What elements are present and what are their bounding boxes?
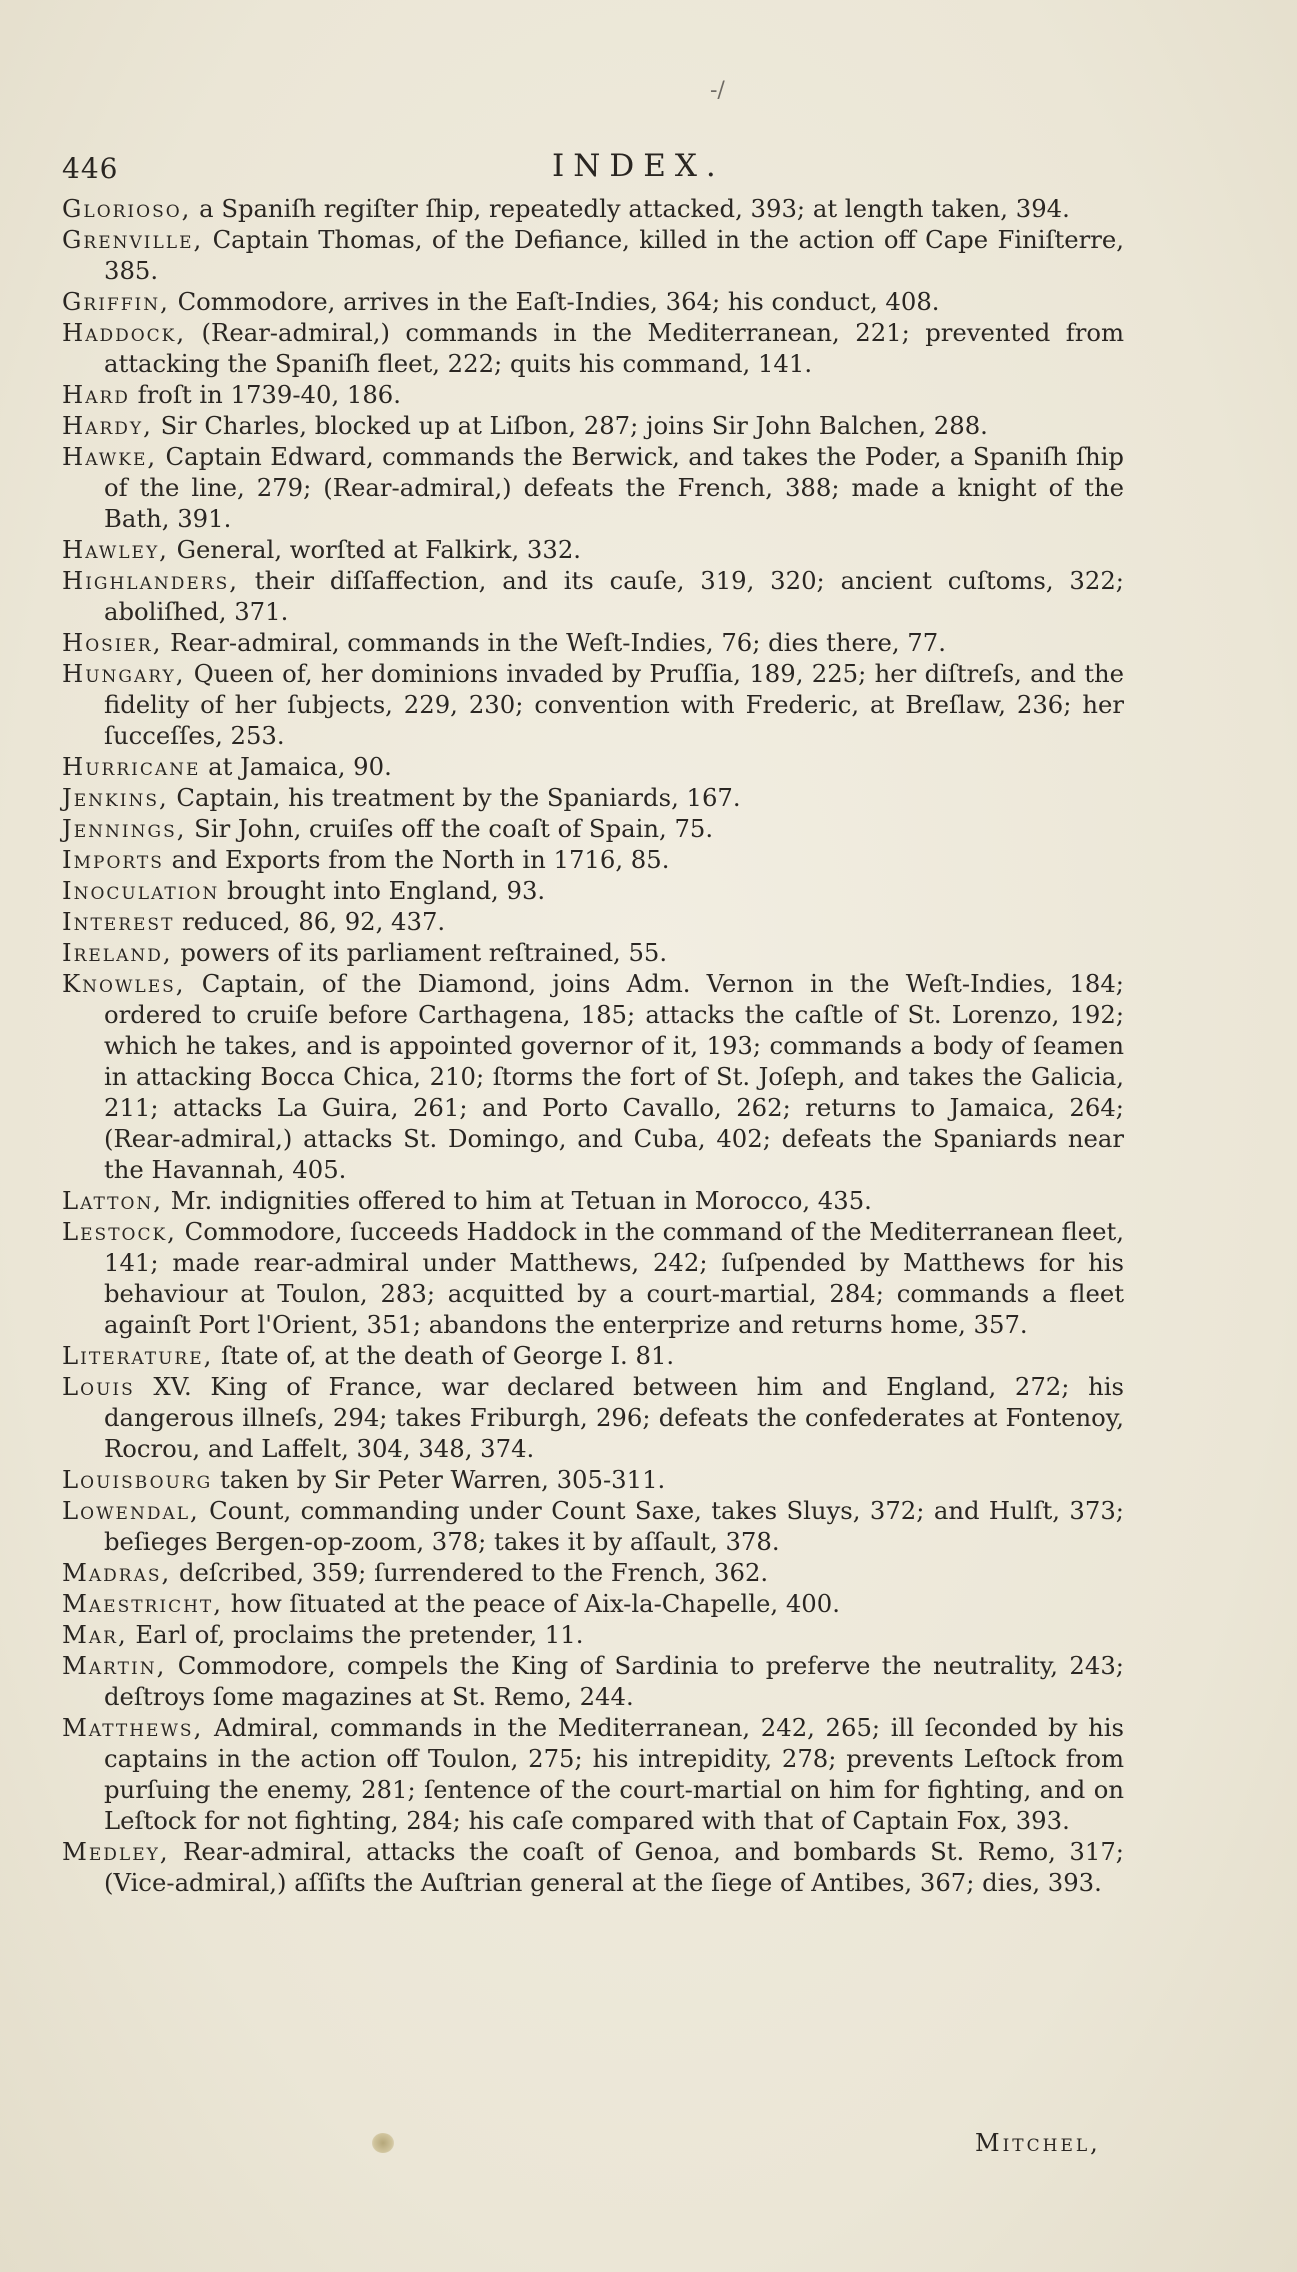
entry-headword: Louisbourg	[62, 1465, 213, 1494]
entry-headword: Jennings,	[62, 814, 187, 843]
entry-text: Count, commanding under Count Saxe, takes Sluys, 372; and Hulſt, 373; beſieges Bergen-op-zoom, 378; takes it by aſſault, 378.	[104, 1496, 1124, 1556]
entry-headword: Hurricane	[62, 752, 201, 781]
entry-text: Sir Charles, blocked up at Liſbon, 287; joins Sir John Balchen, 288.	[152, 411, 988, 440]
entry-text: Captain, his treatment by the Spaniards, 167.	[168, 783, 741, 812]
entry-headword: Haddock,	[62, 318, 187, 347]
entry-headword: Ireland,	[62, 938, 173, 967]
entry-text: and Exports from the North in 1716, 85.	[163, 845, 670, 874]
index-entry	[62, 813, 1124, 844]
entry-headword: Medley,	[62, 1837, 170, 1866]
index-entry	[62, 906, 1124, 937]
index-entry	[62, 782, 1124, 813]
entry-text: (Rear-admiral,) commands in the Mediterranean, 221; prevented from attacking the Spaniſh fleet, 222; quits his command, 141.	[104, 318, 1124, 378]
entry-headword: Highlanders,	[62, 566, 239, 595]
entry-headword: Interest	[62, 907, 175, 936]
entry-text: Commodore, compels the King of Sardinia to preferve the neutrality, 243; deſtroys ſome magazines at St. Remo, 244.	[104, 1651, 1124, 1711]
entry-headword: Jenkins,	[62, 783, 169, 812]
index-entry	[62, 565, 1124, 627]
entry-text: at Jamaica, 90.	[200, 752, 392, 781]
entry-text: brought into England, 93.	[219, 876, 546, 905]
entry-text: Queen of, her dominions invaded by Pruſſia, 189, 225; her diſtreſs, and the fidelity of her ſubjects, 229, 230; convention with Frederic, at Breſlaw, 236; her ſucceſſes, 253.	[104, 659, 1124, 750]
entry-text: Commodore, ſucceeds Haddock in the command of the Mediterranean fleet, 141; made rear-admiral under Matthews, 242; ſuſpended by Matthews for his behaviour at Toulon, 283; acquitted by a court-martial, 284; commands a fleet againſt Port l'Orient, 351; abandons the enterprize and returns home, 357.	[104, 1217, 1125, 1339]
index-entry	[62, 1619, 1124, 1650]
entry-text: General, worſted at Falkirk, 332.	[168, 535, 582, 564]
entry-text: froſt in 1739-40, 186.	[129, 380, 401, 409]
entry-headword: Grenville,	[62, 225, 204, 254]
entry-headword: Louis	[62, 1372, 135, 1401]
index-entry	[62, 751, 1124, 782]
entry-text: their diſſaffection, and its cauſe, 319, 320; ancient cuſtoms, 322; aboliſhed, 371.	[104, 566, 1124, 626]
entry-headword: Knowles,	[62, 969, 186, 998]
entry-text: Captain Edward, commands the Berwick, and takes the Poder, a Spaniſh ſhip of the line, 279; (Rear-admiral,) defeats the French, 388; made a knight of the Bath, 391.	[104, 442, 1124, 533]
entry-text: Admiral, commands in the Mediterranean, 242, 265; ill ſeconded by his captains in the action off Toulon, 275; his intrepidity, 278; prevents Leſtock from purſuing the enemy, 281; ſentence of the court-martial on him for fighting, and on Leſtock for not fighting, 284; his caſe compared with that of Captain Fox, 393.	[104, 1713, 1124, 1835]
index-entry	[62, 1650, 1124, 1712]
entry-headword: Mar,	[62, 1620, 128, 1649]
entry-text: Commodore, arrives in the Eaſt-Indies, 364; his conduct, 408.	[169, 287, 940, 316]
index-entry	[62, 286, 1124, 317]
entry-text: a Spaniſh regiſter ſhip, repeatedly attacked, 393; at length taken, 394.	[191, 194, 1070, 223]
index-entry	[62, 844, 1124, 875]
entry-text: taken by Sir Peter Warren, 305-311.	[212, 1465, 666, 1494]
entry-headword: Latton,	[62, 1186, 164, 1215]
index-entry	[62, 968, 1124, 1185]
index-entry	[62, 1185, 1124, 1216]
index-entry	[62, 224, 1124, 286]
index-entry	[62, 441, 1124, 534]
index-entry	[62, 534, 1124, 565]
entry-headword: Lowendal,	[62, 1496, 200, 1525]
entry-text: Sir John, cruiſes off the coaſt of Spain, 75.	[186, 814, 714, 843]
index-entry	[62, 627, 1124, 658]
entry-text: XV. King of France, war declared between him and England, 272; his dangerous illneſs, 294; takes Friburgh, 296; defeats the confederates at Fontenoy, Rocrou, and Laffelt, 304, 348, 374.	[104, 1372, 1124, 1463]
entry-headword: Literature,	[62, 1341, 214, 1370]
index-entries	[62, 193, 1124, 1898]
entry-text: how ſituated at the peace of Aix-la-Chapelle, 400.	[222, 1589, 840, 1618]
entry-headword: Martin,	[62, 1651, 167, 1680]
index-entry	[62, 1712, 1124, 1836]
entry-headword: Maestricht,	[62, 1589, 223, 1618]
index-entry	[62, 1340, 1124, 1371]
stray-pencil-mark: -/	[710, 78, 725, 103]
entry-headword: Inoculation	[62, 876, 220, 905]
index-entry	[62, 1588, 1124, 1619]
index-entry	[62, 658, 1124, 751]
page-number: 446	[62, 152, 119, 185]
entry-headword: Glorioso,	[62, 194, 192, 223]
index-entry	[62, 1557, 1124, 1588]
index-entry	[62, 937, 1124, 968]
entry-headword: Hungary,	[62, 659, 186, 688]
page-header	[62, 148, 1122, 188]
entry-text: reduced, 86, 92, 437.	[174, 907, 446, 936]
entry-text: Rear-admiral, attacks the coaſt of Genoa, and bombards St. Remo, 317; (Vice-admiral,) aſſiſts the Auſtrian general at the ſiege of Antibes, 367; dies, 393.	[104, 1837, 1124, 1897]
entry-text: Earl of, proclaims the pretender, 11.	[127, 1620, 584, 1649]
entry-text: Captain, of the Diamond, joins Adm. Vernon in the Weſt-Indies, 184; ordered to cruiſe before Carthagena, 185; attacks the caſtle of St. Lorenzo, 192; which he takes, and is appointed governor of it, 193; commands a body of ſeamen in attacking Bocca Chica, 210; ſtorms the fort of St. Joſeph, and takes the Galicia, 211; attacks La Guira, 261; and Porto Cavallo, 262; returns to Jamaica, 264; (Rear-admiral,) attacks St. Domingo, and Cuba, 402; defeats the Spaniards near the Havannah, 405.	[104, 969, 1124, 1184]
entry-headword: Hawke,	[62, 442, 158, 471]
entry-headword: Hard	[62, 380, 130, 409]
index-entry	[62, 1836, 1124, 1898]
ink-blot	[372, 2133, 394, 2153]
entry-headword: Griffin,	[62, 287, 170, 316]
entry-headword: Hardy,	[62, 411, 153, 440]
entry-text: ſtate of, at the death of George I. 81.	[213, 1341, 675, 1370]
entry-headword: Madras,	[62, 1558, 172, 1587]
index-entry	[62, 410, 1124, 441]
entry-headword: Hosier,	[62, 628, 163, 657]
entry-text: deſcribed, 359; ſurrendered to the French, 362.	[171, 1558, 769, 1587]
index-entry	[62, 1371, 1124, 1464]
entry-text: Mr. indignities offered to him at Tetuan in Morocco, 435.	[163, 1186, 872, 1215]
entry-text: Captain Thomas, of the Defiance, killed in the action off Cape Finiſterre, 385.	[104, 225, 1124, 285]
page-title: INDEX.	[552, 148, 725, 184]
entry-text: powers of its parliament reſtrained, 55.	[172, 938, 668, 967]
entry-headword: Hawley,	[62, 535, 169, 564]
index-entry	[62, 193, 1124, 224]
index-entry	[62, 1495, 1124, 1557]
index-entry	[62, 1216, 1124, 1340]
index-entry	[62, 1464, 1124, 1495]
index-entry	[62, 379, 1124, 410]
entry-headword: Imports	[62, 845, 164, 874]
catchword: Mitchel,	[975, 2129, 1101, 2157]
entry-headword: Matthews,	[62, 1713, 204, 1742]
index-entry	[62, 317, 1124, 379]
index-entry	[62, 875, 1124, 906]
entry-headword: Lestock,	[62, 1217, 177, 1246]
entry-text: Rear-admiral, commands in the Weſt-Indies, 76; dies there, 77.	[162, 628, 946, 657]
